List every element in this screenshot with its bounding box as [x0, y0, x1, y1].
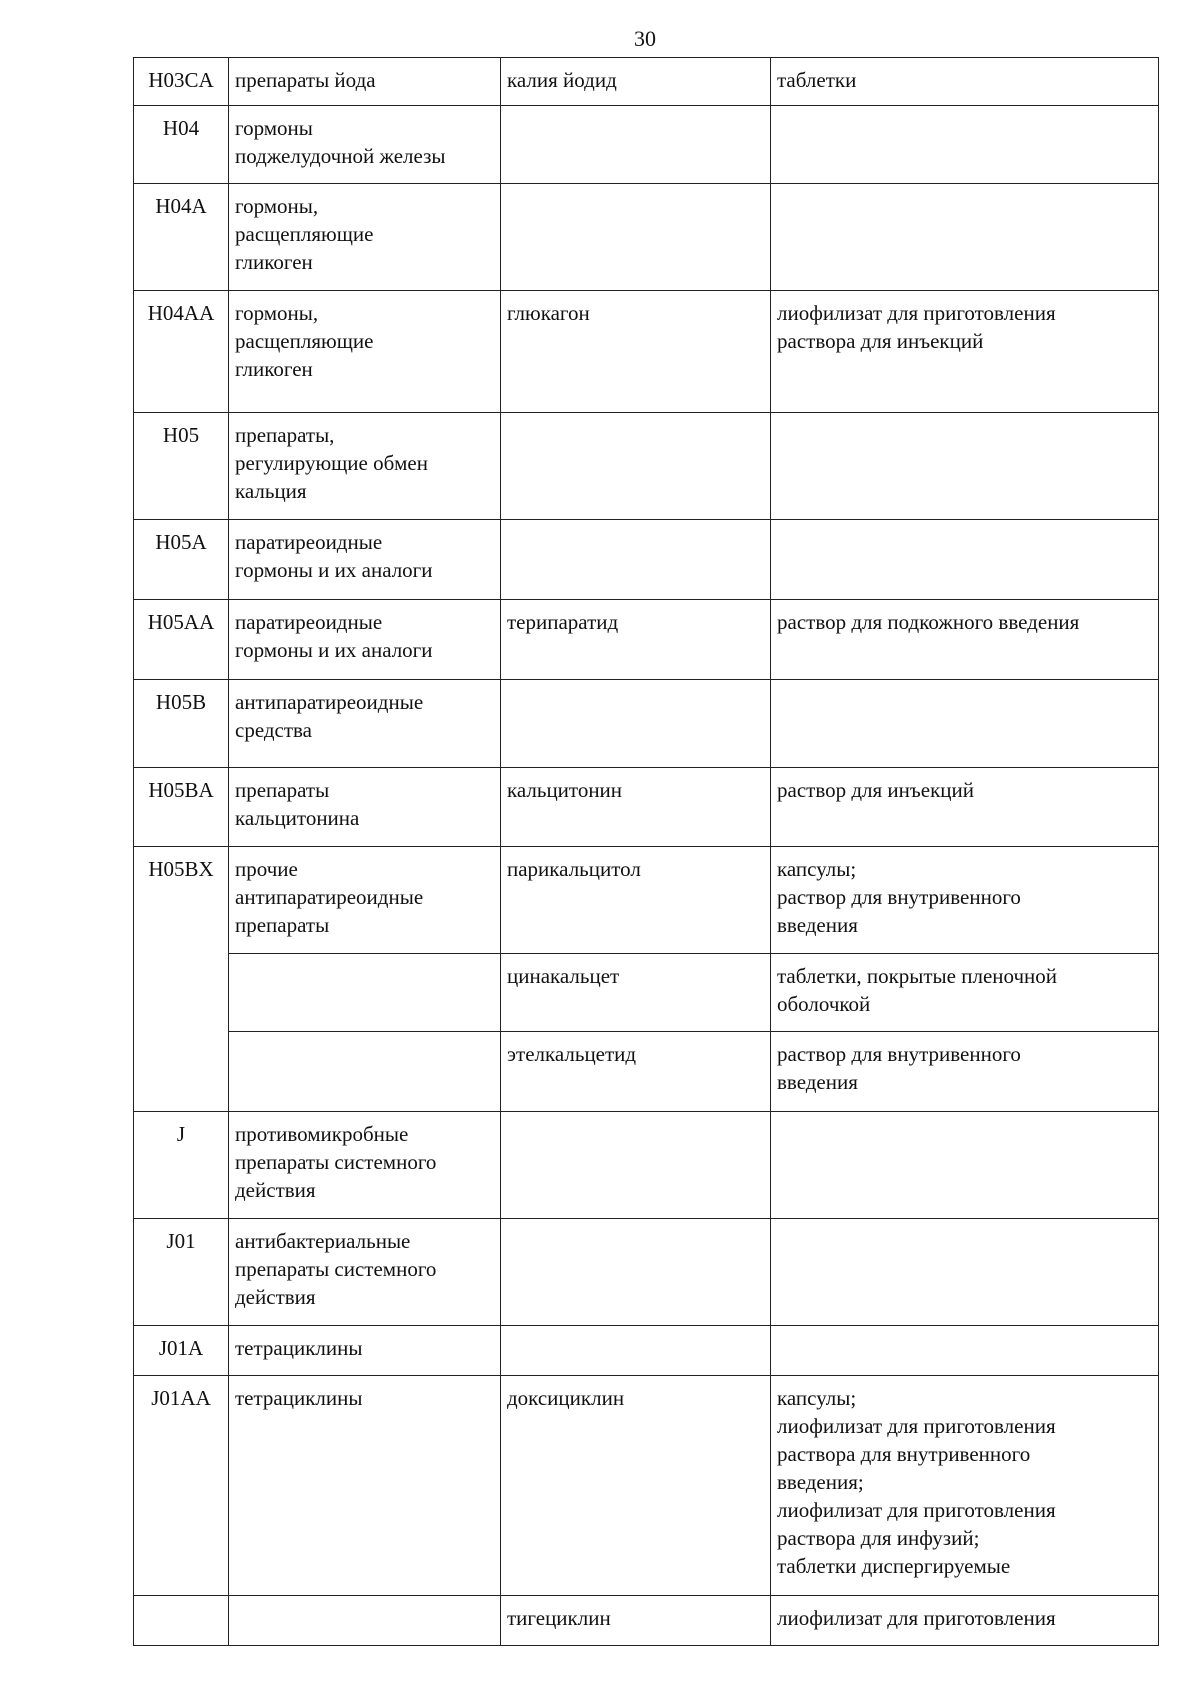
- drug-name: парикальцитол: [507, 857, 641, 881]
- dosage-form-cell: [771, 58, 1159, 106]
- dosage-form-line: оболочкой: [777, 992, 871, 1016]
- table-row: [134, 413, 1159, 520]
- group-cell: [229, 520, 501, 600]
- dosage-form-line: капсулы;: [777, 1386, 857, 1410]
- group-line: препараты: [235, 913, 330, 937]
- dosage-form-cell: [771, 1219, 1159, 1326]
- dosage-form-line: раствора для инфузий;: [777, 1526, 980, 1550]
- group-cell: [229, 680, 501, 768]
- group-cell: [229, 1032, 501, 1112]
- group-line: гормоны,: [235, 301, 319, 325]
- dosage-form-cell: [771, 600, 1159, 680]
- atc-code: H04: [162, 116, 200, 140]
- group-line: препараты: [235, 778, 330, 802]
- drug-name: этелкальцетид: [507, 1042, 637, 1066]
- drug-cell: [501, 520, 771, 600]
- table-row: [134, 1326, 1159, 1376]
- group-cell: [229, 106, 501, 184]
- table-row: [134, 600, 1159, 680]
- atc-code-cell: [134, 106, 229, 184]
- group-line: паратиреоидные: [235, 610, 383, 634]
- group-line: тетрациклины: [235, 1386, 363, 1410]
- dosage-form-line: лиофилизат для приготовления: [777, 1606, 1056, 1630]
- table-row: [134, 1032, 1159, 1112]
- group-cell: [229, 847, 501, 954]
- dosage-form-line: раствор для внутривенного: [777, 1042, 1021, 1066]
- group-cell: [229, 58, 501, 106]
- group-line: препараты,: [235, 423, 335, 447]
- dosage-form-line: таблетки: [777, 68, 857, 92]
- dosage-form-line: лиофилизат для приготовления: [777, 301, 1056, 325]
- group-line: действия: [235, 1178, 316, 1202]
- group-line: гормоны и их аналоги: [235, 638, 433, 662]
- group-line: гликоген: [235, 357, 313, 381]
- drug-name: цинакальцет: [507, 964, 620, 988]
- group-line: препараты системного: [235, 1150, 437, 1174]
- group-cell: [229, 1376, 501, 1596]
- drug-cell: [501, 1219, 771, 1326]
- atc-code: H04AA: [147, 301, 215, 325]
- dosage-form-line: раствор для инъекций: [777, 778, 974, 802]
- dosage-form-line: таблетки диспергируемые: [777, 1554, 1011, 1578]
- atc-code: J01A: [158, 1336, 204, 1360]
- drug-name: глюкагон: [507, 301, 590, 325]
- group-cell: [229, 1596, 501, 1646]
- drug-cell: [501, 1112, 771, 1219]
- dosage-form-line: лиофилизат для приготовления: [777, 1414, 1056, 1438]
- drug-name: терипаратид: [507, 610, 619, 634]
- drug-cell: [501, 847, 771, 954]
- atc-code: H05BA: [148, 778, 214, 802]
- group-cell: [229, 1219, 501, 1326]
- atc-code-cell: [134, 520, 229, 600]
- dosage-form-cell: [771, 1596, 1159, 1646]
- atc-code-cell: [134, 768, 229, 847]
- group-line: средства: [235, 718, 313, 742]
- table-row: [134, 680, 1159, 768]
- drug-cell: [501, 1376, 771, 1596]
- drug-cell: [501, 413, 771, 520]
- drug-cell: [501, 768, 771, 847]
- group-cell: [229, 291, 501, 413]
- dosage-form-line: раствор для внутривенного: [777, 885, 1021, 909]
- atc-code: H05A: [155, 530, 207, 554]
- drug-name: доксициклин: [507, 1386, 625, 1410]
- group-line: тетрациклины: [235, 1336, 363, 1360]
- dosage-form-cell: [771, 954, 1159, 1032]
- table-row: [134, 291, 1159, 413]
- dosage-form-cell: [771, 1326, 1159, 1376]
- dosage-form-cell: [771, 847, 1159, 954]
- table-row: [134, 847, 1159, 954]
- group-cell: [229, 1326, 501, 1376]
- atc-code: H05B: [155, 690, 207, 714]
- group-line: противомикробные: [235, 1122, 409, 1146]
- group-line: гормоны и их аналоги: [235, 558, 433, 582]
- group-line: расщепляющие: [235, 329, 374, 353]
- atc-code: H05: [162, 423, 200, 447]
- atc-code: J01AA: [151, 1386, 211, 1410]
- dosage-form-cell: [771, 1112, 1159, 1219]
- group-line: кальцитонина: [235, 806, 360, 830]
- group-line: прочие: [235, 857, 298, 881]
- dosage-form-cell: [771, 106, 1159, 184]
- drug-name: тигециклин: [507, 1606, 611, 1630]
- atc-code: H05BX: [148, 857, 214, 881]
- table-row: [134, 1219, 1159, 1326]
- group-cell: [229, 184, 501, 291]
- dosage-form-cell: [771, 768, 1159, 847]
- atc-code-cell: [134, 680, 229, 768]
- group-cell: [229, 600, 501, 680]
- drug-cell: [501, 1596, 771, 1646]
- dosage-form-cell: [771, 1376, 1159, 1596]
- dosage-form-cell: [771, 520, 1159, 600]
- dosage-form-cell: [771, 1032, 1159, 1112]
- group-line: антибактериальные: [235, 1229, 411, 1253]
- dosage-form-line: раствор для подкожного введения: [777, 610, 1080, 634]
- table-row: [134, 1596, 1159, 1646]
- atc-code-cell: [134, 58, 229, 106]
- atc-code: H03CA: [148, 68, 214, 92]
- table-row: [134, 184, 1159, 291]
- group-line: кальция: [235, 479, 307, 503]
- drug-cell: [501, 954, 771, 1032]
- group-line: препараты йода: [235, 68, 376, 92]
- atc-code: H05AA: [147, 610, 215, 634]
- dosage-form-cell: [771, 413, 1159, 520]
- group-line: гормоны: [235, 116, 313, 140]
- dosage-form-line: введения: [777, 913, 858, 937]
- atc-code-cell: [134, 1376, 229, 1596]
- group-line: поджелудочной железы: [235, 144, 446, 168]
- table-row: [134, 954, 1159, 1032]
- drug-cell: [501, 106, 771, 184]
- atc-code-cell: [134, 413, 229, 520]
- dosage-form-line: раствора для внутривенного: [777, 1442, 1031, 1466]
- table-row: [134, 1376, 1159, 1596]
- group-line: регулирующие обмен: [235, 451, 428, 475]
- atc-code-cell: [134, 1219, 229, 1326]
- page-number: 30: [634, 26, 656, 51]
- dosage-form-cell: [771, 291, 1159, 413]
- group-cell: [229, 768, 501, 847]
- drug-name: кальцитонин: [507, 778, 623, 802]
- atc-drug-table: [133, 57, 1159, 1646]
- atc-code-cell: [134, 1112, 229, 1219]
- group-line: препараты системного: [235, 1257, 437, 1281]
- atc-code-cell: [134, 291, 229, 413]
- table-row: [134, 58, 1159, 106]
- group-line: гликоген: [235, 250, 313, 274]
- dosage-form-line: таблетки, покрытые пленочной: [777, 964, 1058, 988]
- atc-code: H04A: [155, 194, 207, 218]
- atc-code-cell: [134, 1326, 229, 1376]
- dosage-form-cell: [771, 184, 1159, 291]
- group-line: паратиреоидные: [235, 530, 383, 554]
- dosage-form-cell: [771, 680, 1159, 768]
- group-line: расщепляющие: [235, 222, 374, 246]
- table-row: [134, 1112, 1159, 1219]
- atc-code-cell: [134, 600, 229, 680]
- atc-code: J: [176, 1122, 186, 1146]
- table-body: [134, 58, 1159, 1646]
- table-row: [134, 106, 1159, 184]
- atc-code-cell: [134, 1596, 229, 1646]
- group-line: антипаратиреоидные: [235, 690, 424, 714]
- group-line: гормоны,: [235, 194, 319, 218]
- group-cell: [229, 1112, 501, 1219]
- drug-name: калия йодид: [507, 68, 617, 92]
- dosage-form-line: лиофилизат для приготовления: [777, 1498, 1056, 1522]
- drug-cell: [501, 58, 771, 106]
- table-row: [134, 520, 1159, 600]
- drug-cell: [501, 291, 771, 413]
- drug-cell: [501, 680, 771, 768]
- dosage-form-line: раствора для инъекций: [777, 329, 984, 353]
- dosage-form-line: введения: [777, 1070, 858, 1094]
- group-cell: [229, 954, 501, 1032]
- drug-cell: [501, 1326, 771, 1376]
- drug-cell: [501, 1032, 771, 1112]
- group-line: антипаратиреоидные: [235, 885, 424, 909]
- dosage-form-line: введения;: [777, 1470, 864, 1494]
- group-line: действия: [235, 1285, 316, 1309]
- atc-code-cell: [134, 847, 229, 1112]
- atc-code-cell: [134, 184, 229, 291]
- table-row: [134, 768, 1159, 847]
- drug-cell: [501, 184, 771, 291]
- atc-code: J01: [166, 1229, 196, 1253]
- group-cell: [229, 413, 501, 520]
- dosage-form-line: капсулы;: [777, 857, 857, 881]
- drug-cell: [501, 600, 771, 680]
